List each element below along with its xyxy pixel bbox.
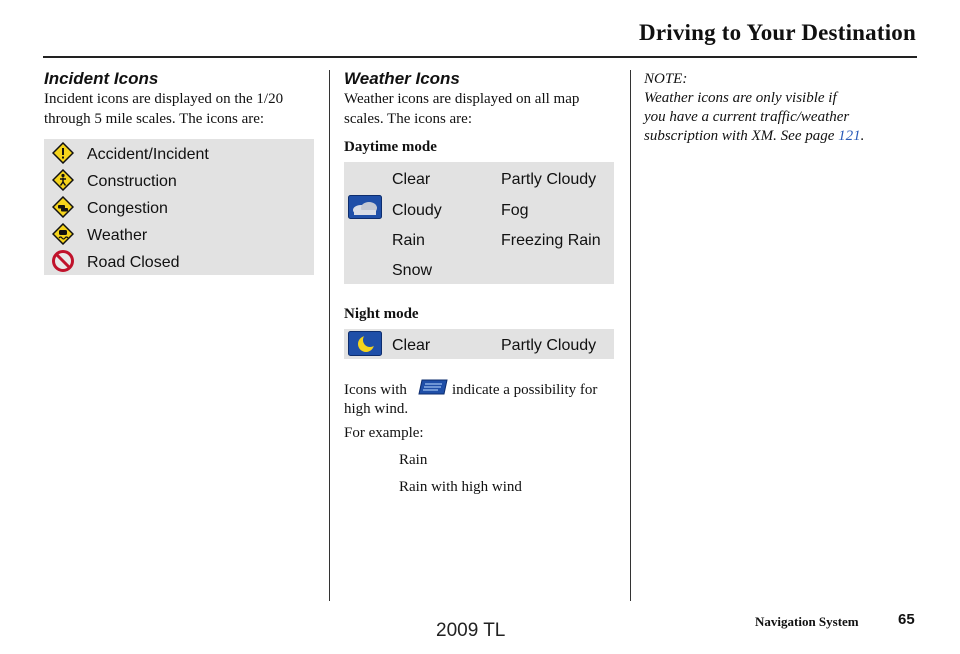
congestion-icon bbox=[52, 196, 74, 218]
daytime-cloudy-label: Cloudy bbox=[392, 202, 442, 219]
page-121-link[interactable]: 121 bbox=[838, 128, 861, 144]
daytime-freezing-rain-label: Freezing Rain bbox=[501, 232, 601, 249]
note-line-1: Weather icons are only visible if bbox=[644, 90, 837, 106]
page-number: 65 bbox=[898, 611, 915, 628]
road-closed-label: Road Closed bbox=[87, 254, 180, 271]
incident-icons-heading: Incident Icons bbox=[44, 69, 159, 88]
example-rain: Rain bbox=[399, 452, 428, 468]
column-divider-1 bbox=[329, 70, 330, 601]
page-title: Driving to Your Destination bbox=[639, 20, 916, 45]
note-period: . bbox=[860, 128, 865, 144]
daytime-rain-label: Rain bbox=[392, 232, 425, 249]
incident-icons-description: Incident icons are displayed on the 1/20 through 5 mile scales. The icons are: bbox=[44, 91, 284, 127]
note-line-3: subscription with XM. See page bbox=[644, 128, 835, 144]
footer-section-name: Navigation System bbox=[755, 614, 859, 629]
note-block bbox=[644, 70, 904, 146]
wind-text-after: indicate a possibility for bbox=[452, 382, 598, 398]
night-mode-label: Night mode bbox=[344, 306, 419, 322]
weather-icons-heading: Weather Icons bbox=[344, 69, 460, 88]
cloudy-icon bbox=[348, 195, 382, 219]
daytime-clear-label: Clear bbox=[392, 171, 431, 188]
congestion-label: Congestion bbox=[87, 200, 168, 217]
accident-icon bbox=[52, 142, 74, 164]
construction-icon bbox=[52, 169, 74, 191]
night-clear-label: Clear bbox=[392, 337, 431, 354]
example-rain-with-wind: Rain with high wind bbox=[399, 479, 522, 495]
note-title: NOTE: bbox=[644, 71, 688, 87]
daytime-partly-cloudy-label: Partly Cloudy bbox=[501, 171, 597, 188]
accident-label: Accident/Incident bbox=[87, 146, 209, 163]
column-divider-2 bbox=[630, 70, 631, 601]
wind-text-before: Icons with bbox=[344, 382, 407, 398]
night-partly-cloudy-label: Partly Cloudy bbox=[501, 337, 597, 354]
weather-icons-description: Weather icons are displayed on all map scales. The icons are: bbox=[344, 91, 580, 127]
construction-label: Construction bbox=[87, 173, 177, 190]
header-divider bbox=[43, 56, 917, 58]
wind-text-line2: high wind. bbox=[344, 401, 409, 417]
daytime-mode-label: Daytime mode bbox=[344, 139, 437, 155]
night-clear-icon bbox=[348, 331, 382, 356]
example-label: For example: bbox=[344, 425, 424, 441]
weather-label: Weather bbox=[87, 227, 148, 244]
footer-model-watermark: 2009 TL bbox=[436, 620, 506, 641]
weather-hazard-icon bbox=[52, 223, 74, 245]
road-closed-icon bbox=[52, 250, 74, 272]
high-wind-icon bbox=[418, 379, 448, 395]
note-line-2: you have a current traffic/weather bbox=[644, 109, 850, 125]
note-line-3-wrap bbox=[644, 127, 904, 146]
daytime-snow-label: Snow bbox=[392, 262, 433, 279]
daytime-fog-label: Fog bbox=[501, 202, 529, 219]
